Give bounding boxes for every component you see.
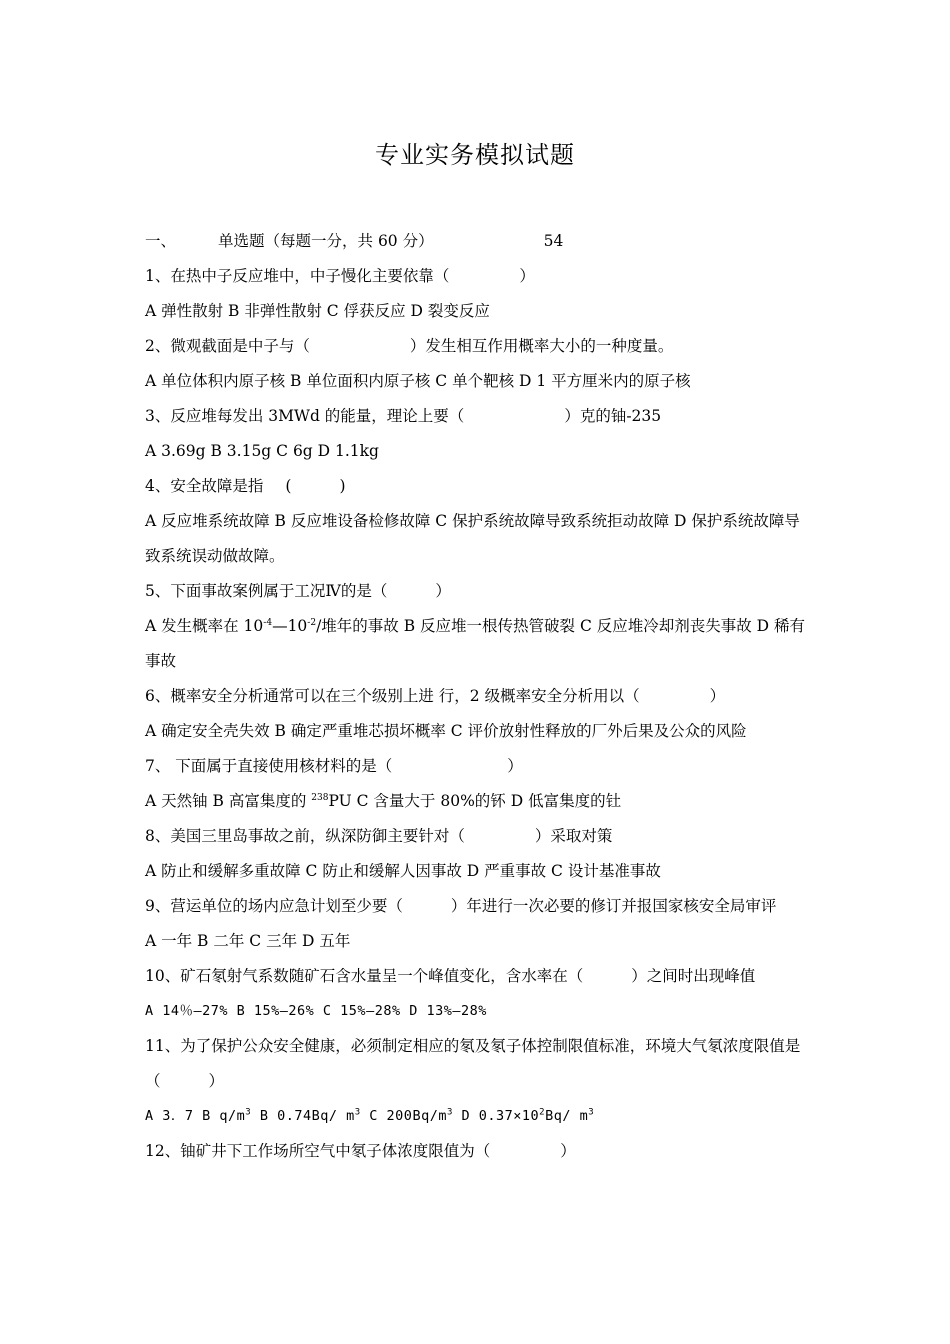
question-8 xyxy=(145,819,810,854)
option-text: /堆年的事故 B 反应堆一根传热管破裂 C 反应堆冷却剂丧失事故 D 稀有事故 xyxy=(145,617,806,670)
question-3-options: A 3.69g B 3.15g C 6g D 1.1kg xyxy=(145,442,379,460)
question-4 xyxy=(145,469,810,504)
question-7 xyxy=(145,749,810,784)
question-6 xyxy=(145,679,810,714)
question-3 xyxy=(145,399,810,434)
question-text: 10、矿石氡射气系数随矿石含水量呈一个峰值变化，含水率在（ xyxy=(145,967,584,985)
question-7-options xyxy=(145,784,810,819)
option-text: A 天然铀 B 高富集度的 xyxy=(145,792,312,810)
question-text-end: ） xyxy=(709,687,726,705)
question-10-options: A 14％—27% B 15%—26% C 15%—28% D 13%—28% xyxy=(145,1003,487,1019)
question-8-options: A 防止和缓解多重故障 C 防止和缓解人因事故 D 严重事故 C 设计基准事故 xyxy=(145,862,661,880)
section-heading xyxy=(145,224,810,259)
superscript: -2 xyxy=(307,617,317,628)
question-text: 1、在热中子反应堆中，中子慢化主要依靠（ xyxy=(145,267,450,285)
question-text-end: ）年进行一次必要的修订并报国家核安全局审评 xyxy=(450,897,777,915)
question-text: 12、铀矿井下工作场所空气中氡子体浓度限值为（ xyxy=(145,1142,491,1160)
question-paren-close: ) xyxy=(339,477,346,495)
question-5 xyxy=(145,574,810,609)
superscript: 3 xyxy=(588,1107,595,1118)
section-number: 一、 xyxy=(145,232,177,250)
question-paren-open: ( xyxy=(285,477,292,495)
question-12 xyxy=(145,1134,810,1169)
option-text: B 0.74Bq/ m xyxy=(251,1108,355,1124)
question-text-end: ） xyxy=(519,267,535,285)
question-11-options xyxy=(145,1099,810,1134)
option-text: D 0.37×10 xyxy=(452,1108,540,1124)
question-text: 5、下面事故案例属于工况Ⅳ的是（ xyxy=(145,582,388,600)
question-6-options: A 确定安全壳失效 B 确定严重堆芯损坏概率 C 评价放射性释放的厂外后果及公众的风险 xyxy=(145,722,747,740)
section-score: 54 xyxy=(543,232,564,250)
question-text: 11、为了保护公众安全健康，必须制定相应的氡及氡子体控制限值标准，环境大气氡浓度限值是（ xyxy=(145,1037,801,1090)
question-text-end: ） xyxy=(507,757,523,775)
question-text-end: ）发生相互作用概率大小的一种度量。 xyxy=(409,337,674,355)
question-text-end: ） xyxy=(208,1072,225,1090)
section-label: 单选题（每题一分，共 60 分） xyxy=(218,232,434,250)
superscript: 2 xyxy=(539,1107,546,1118)
option-text: C 200Bq/m xyxy=(360,1108,447,1124)
question-text: 2、微观截面是中子与（ xyxy=(145,337,310,355)
superscript: 238 xyxy=(311,792,329,803)
option-text: —10 xyxy=(272,617,308,635)
question-text: 9、营运单位的场内应急计划至少要（ xyxy=(145,897,403,915)
superscript: 3 xyxy=(354,1107,361,1118)
option-text: A 3．7 B q/m xyxy=(145,1108,246,1124)
question-text: 8、美国三里岛事故之前，纵深防御主要针对（ xyxy=(145,827,465,845)
question-text-end: ）采取对策 xyxy=(534,827,613,845)
page-title: 专业实务模拟试题 xyxy=(375,141,575,169)
question-text-end: ）克的铀-235 xyxy=(564,407,662,425)
question-text: 7、 下面属于直接使用核材料的是（ xyxy=(145,757,393,775)
superscript: 3 xyxy=(245,1107,252,1118)
exam-body xyxy=(145,224,810,1169)
option-text: PU C 含量大于 80%的钚 D 低富集度的钍 xyxy=(328,792,622,810)
question-text-end: ） xyxy=(560,1142,576,1160)
question-9 xyxy=(145,889,810,924)
question-9-options: A 一年 B 二年 C 三年 D 五年 xyxy=(145,932,351,950)
question-text: 4、安全故障是指 xyxy=(145,477,264,495)
question-4-options: A 反应堆系统故障 B 反应堆设备检修故障 C 保护系统故障导致系统拒动故障 D 保护系统故障导致系统误动做故障。 xyxy=(145,512,800,565)
question-text: 6、概率安全分析通常可以在三个级别上进 行，2 级概率安全分析用以（ xyxy=(145,687,640,705)
question-2 xyxy=(145,329,810,364)
superscript: 3 xyxy=(446,1107,453,1118)
question-text-end: ）之间时出现峰值 xyxy=(631,967,756,985)
question-2-options: A 单位体积内原子核 B 单位面积内原子核 C 单个靶核 D 1 平方厘米内的原子核 xyxy=(145,372,691,390)
superscript: -4 xyxy=(263,617,273,628)
option-text: Bq/ m xyxy=(545,1108,589,1124)
question-5-options xyxy=(145,609,810,679)
question-text-end: ） xyxy=(435,582,451,600)
option-text: A 发生概率在 10 xyxy=(145,617,264,635)
question-text: 3、反应堆每发出 3MWd 的能量，理论上要（ xyxy=(145,407,465,425)
question-11 xyxy=(145,1029,810,1099)
question-1 xyxy=(145,259,810,294)
question-1-options: A 弹性散射 B 非弹性散射 C 俘获反应 D 裂变反应 xyxy=(145,302,490,320)
question-10 xyxy=(145,959,810,994)
